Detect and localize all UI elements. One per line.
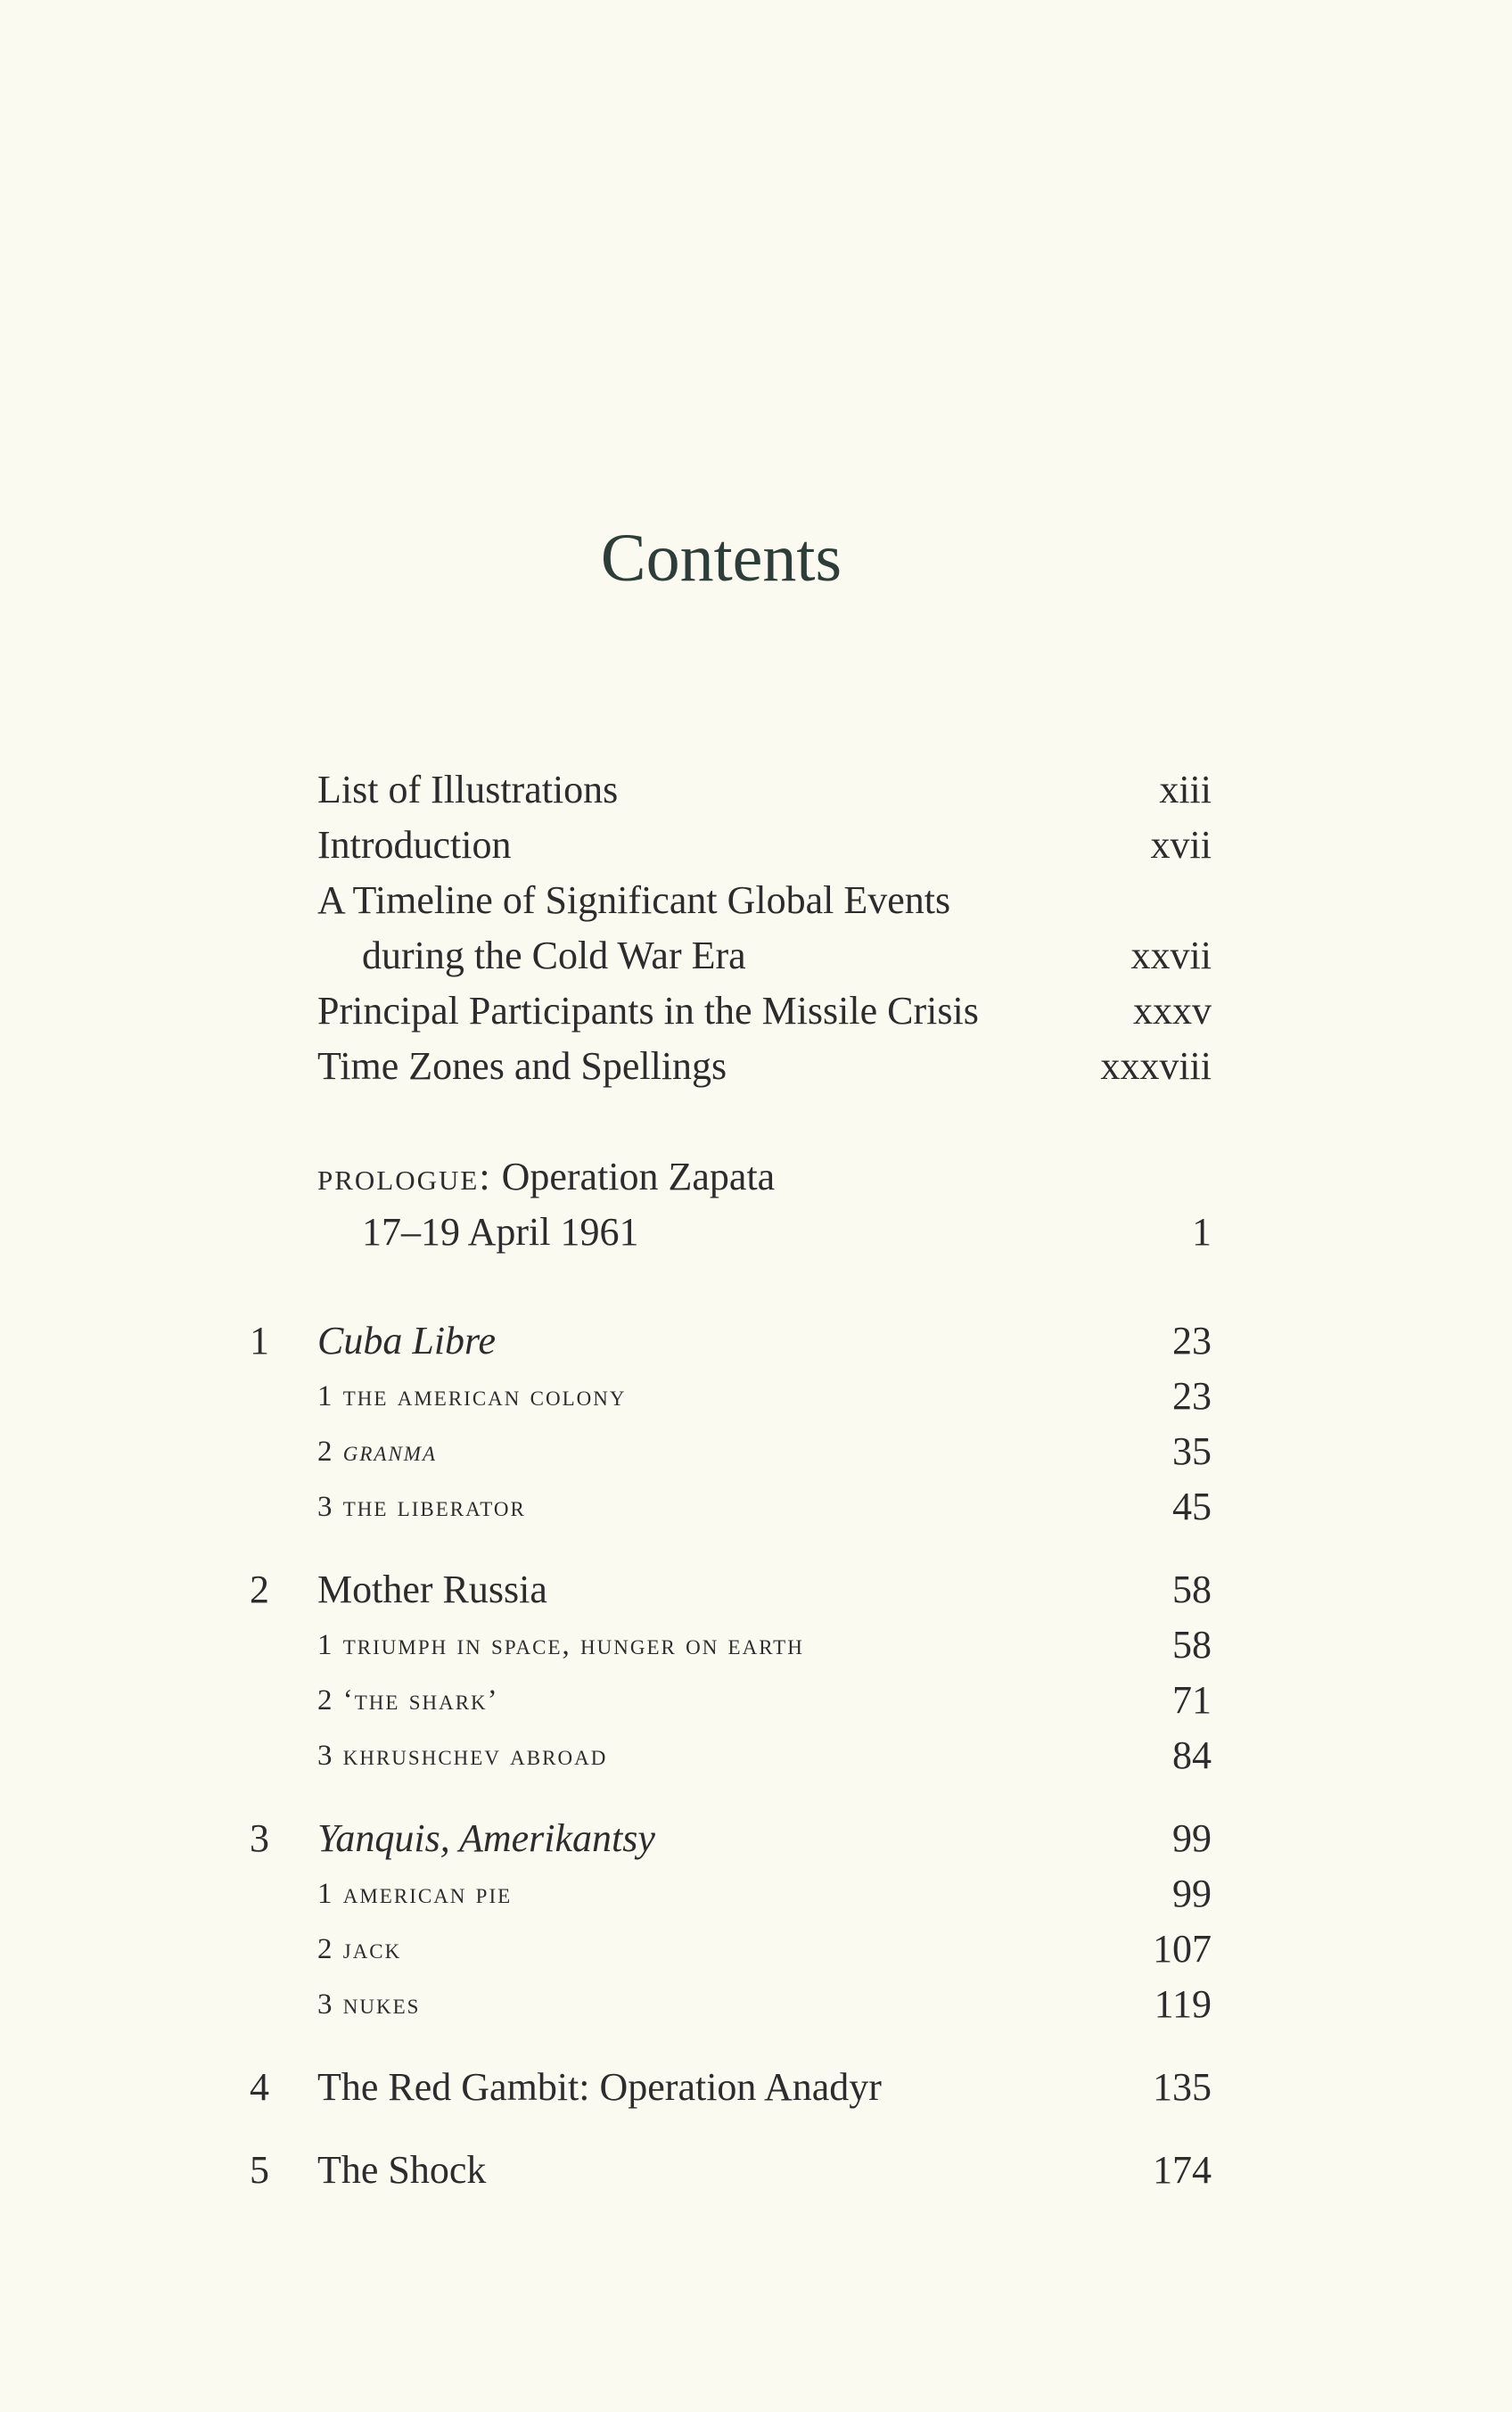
section-number: 2 <box>317 1684 334 1716</box>
section-entry <box>0 1728 1512 1783</box>
section-title-line <box>317 1673 499 1728</box>
section-page: 71 <box>1172 1678 1212 1722</box>
section-number: 2 <box>317 1933 334 1965</box>
section-title-line <box>317 1369 626 1424</box>
section-page: 58 <box>1172 1623 1212 1667</box>
chapter-title: The Red Gambit: Operation Anadyr <box>317 2065 882 2109</box>
prologue-entry-continued <box>0 1205 1512 1260</box>
chapter-entry <box>0 1811 1512 1866</box>
chapter-page: 174 <box>1153 2148 1212 2192</box>
entry-page: xvii <box>1150 823 1212 867</box>
section-number: 1 <box>317 1629 334 1661</box>
toc-entry <box>0 984 1512 1039</box>
toc-entry <box>0 873 1512 928</box>
entry-title: A Timeline of Significant Global Events <box>317 878 951 922</box>
entry-title: List of Illustrations <box>317 768 619 811</box>
section-entry <box>0 1922 1512 1977</box>
section-entry <box>0 1424 1512 1479</box>
section-number: 1 <box>317 1878 334 1910</box>
section-number: 3 <box>317 1988 334 2021</box>
prologue-entry <box>0 1149 1512 1205</box>
chapter-page: 135 <box>1153 2065 1212 2109</box>
toc-entry <box>0 762 1512 818</box>
section-title-line <box>317 1977 420 2032</box>
entry-title: Time Zones and Spellings <box>317 1044 727 1088</box>
section-number: 3 <box>317 1491 334 1523</box>
section-title-line <box>317 1424 437 1479</box>
entry-title: Principal Participants in the Missile Crisis <box>317 989 979 1033</box>
section-title: the liberator <box>342 1491 526 1523</box>
prologue-date: 17–19 April 1961 <box>362 1210 639 1254</box>
section-entry <box>0 1479 1512 1535</box>
prologue-page: 1 <box>1192 1210 1212 1254</box>
section-entry <box>0 1618 1512 1673</box>
chapter-title: Mother Russia <box>317 1568 547 1611</box>
section-title: american pie <box>342 1878 513 1910</box>
section-page: 99 <box>1172 1872 1212 1915</box>
section-page: 107 <box>1153 1927 1212 1971</box>
chapter-entry <box>0 2060 1512 2115</box>
section-title: nukes <box>342 1988 421 2021</box>
section-title: khrushchev abroad <box>342 1740 608 1772</box>
chapter-entry <box>0 1562 1512 1618</box>
entry-page: xxxv <box>1133 989 1212 1033</box>
chapter-title: The Shock <box>317 2148 487 2192</box>
section-page: 35 <box>1172 1429 1212 1473</box>
entry-page: xxxviii <box>1100 1044 1212 1088</box>
section-page: 84 <box>1172 1733 1212 1777</box>
chapter-title: Yanquis, Amerikantsy <box>317 1816 655 1860</box>
section-title-line <box>317 1479 526 1535</box>
section-title-line <box>317 1866 512 1922</box>
chapter-title: Cuba Libre <box>317 1319 497 1362</box>
chapter-number: 5 <box>250 2148 269 2192</box>
section-title: the american colony <box>342 1380 627 1412</box>
entry-title-continued: during the Cold War Era <box>362 934 746 977</box>
section-title-line <box>317 1922 401 1977</box>
toc-entry <box>0 818 1512 873</box>
chapter-number: 4 <box>250 2065 269 2109</box>
entry-title: Introduction <box>317 823 512 867</box>
prologue-title-line <box>317 1149 775 1205</box>
chapter-number: 2 <box>250 1568 269 1611</box>
section-title-line <box>317 1728 607 1783</box>
chapter-entry <box>0 2143 1512 2198</box>
section-title: ‘the shark’ <box>342 1684 499 1716</box>
prologue-title: Operation Zapata <box>501 1155 776 1198</box>
section-page: 23 <box>1172 1374 1212 1418</box>
section-number: 1 <box>317 1380 334 1412</box>
section-title-line <box>317 1618 804 1673</box>
section-number: 3 <box>317 1740 334 1772</box>
chapter-entry <box>0 1313 1512 1369</box>
section-number: 2 <box>317 1436 334 1468</box>
chapter-page: 58 <box>1172 1568 1212 1611</box>
section-page: 45 <box>1172 1485 1212 1528</box>
chapter-number: 1 <box>250 1319 269 1362</box>
chapter-page: 99 <box>1172 1816 1212 1860</box>
section-entry <box>0 1866 1512 1922</box>
toc-entry-continued <box>0 928 1512 984</box>
entry-page: xxvii <box>1130 934 1212 977</box>
prologue-label: prologue: <box>317 1155 492 1198</box>
chapter-number: 3 <box>250 1816 269 1860</box>
section-title: granma <box>342 1436 438 1468</box>
toc-entry <box>0 1039 1512 1094</box>
section-title: jack <box>342 1933 402 1965</box>
page-title: Contents <box>600 521 842 596</box>
section-page: 119 <box>1154 1982 1212 2026</box>
section-title: triumph in space, hunger on earth <box>342 1629 804 1661</box>
section-entry <box>0 1977 1512 2032</box>
entry-page: xiii <box>1159 768 1212 811</box>
section-entry <box>0 1673 1512 1728</box>
chapter-page: 23 <box>1172 1319 1212 1362</box>
section-entry <box>0 1369 1512 1424</box>
